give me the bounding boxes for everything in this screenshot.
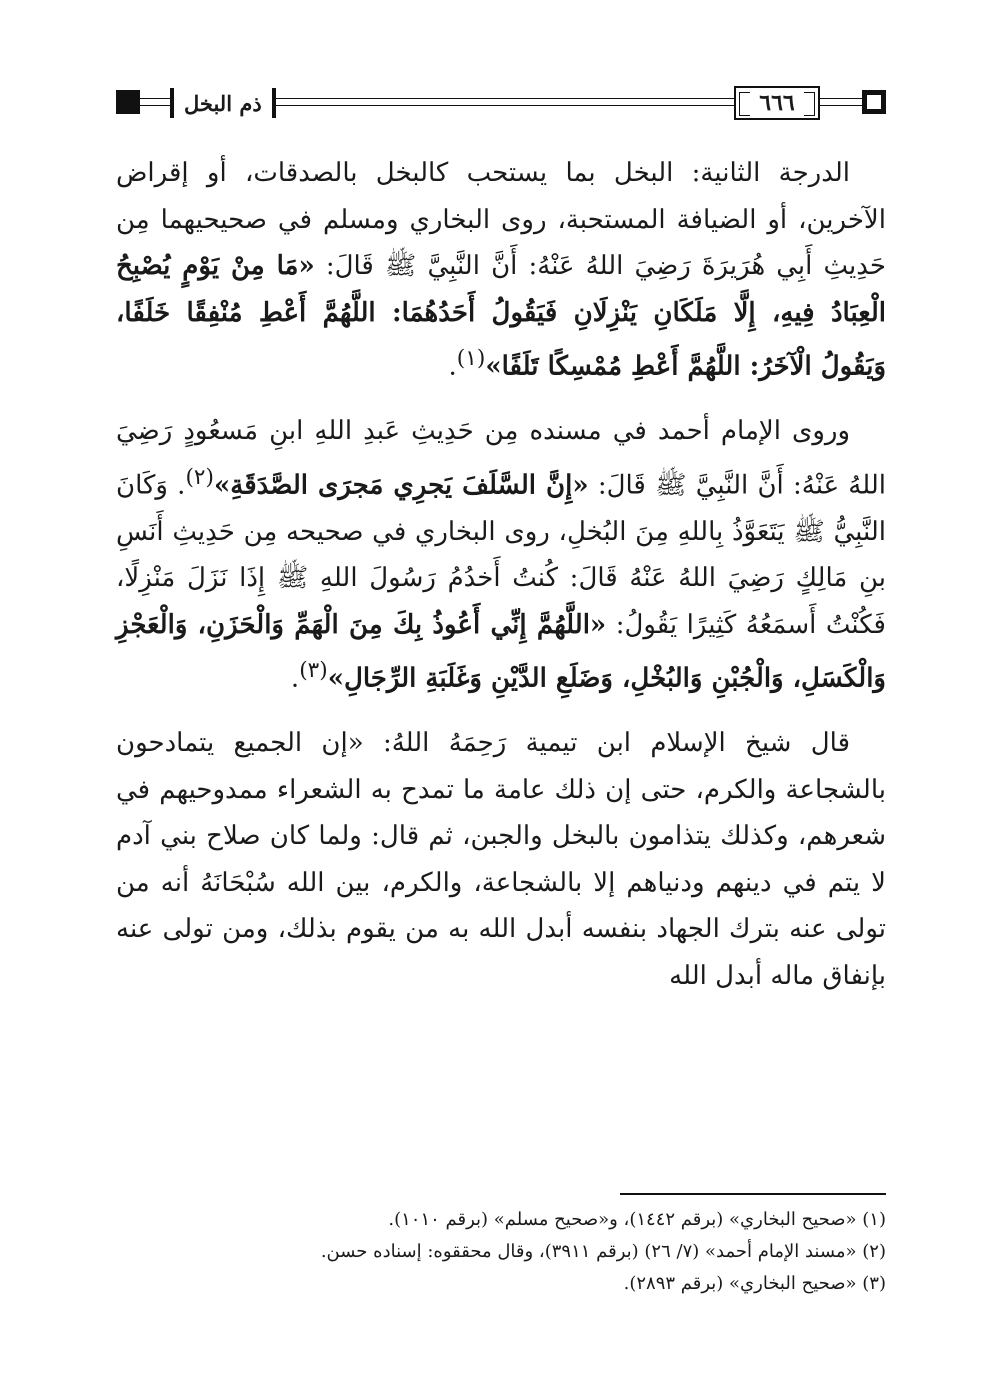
footnotes: [116, 1204, 886, 1300]
footnote-ref-3: (٣): [299, 658, 328, 684]
paragraph-3: قال شيخ الإسلام ابن تيمية رَحِمَهُ اللهُ: «إن الجميع يتمادحون بالشجاعة والكرم، حتى إن ذلك عامة ما تمدح به الشعراء ممدوحيهم في شعرهم، وكذلك يتذامون بالبخل والجبن، ثم قال: ولما كان صلاح بني آدم لا يتم في دينهم ودنياهم إلا بالشجاعة، والكرم، بين الله سُبْحَانَهُ أنه من تولى عنه بترك الجهاد بنفسه أبدل الله به من يقوم بذلك، ومن تولى عنه بإنفاق ماله أبدل الله: [116, 728, 886, 991]
page-header: [116, 86, 886, 126]
footnote-separator: [620, 1193, 886, 1195]
footnote-1: (١) «صحيح البخاري» (برقم ١٤٤٢)، و«صحيح مسلم» (برقم ١٠١٠).: [388, 1209, 886, 1230]
p2-hadith-2: «اللَّهُمَّ إِنِّي أَعُوذُ بِكَ مِنَ الْهَمِّ وَالْحَزَنِ، وَالْعَجْزِ وَالْكَسَلِ، وَالْجُبْنِ وَالبُخْلِ، وَضَلَعِ الدَّيْنِ وَغَلَبَةِ الرِّجَالِ»: [116, 609, 886, 694]
paragraph-1: الدرجة الثانية: البخل بما يستحب كالبخل بالصدقات، أو إقراض الآخرين، أو الضيافة المستحبة، روى البخاري ومسلم في صحيحيهما مِن حَدِيثِ أَبِي هُرَيرَةَ رَضِيَ اللهُ عَنْهُ: أَنَّ النَّبِيَّ ﷺ قَالَ: «مَا مِنْ يَوْمٍ يُصْبِحُ الْعِبَادُ فِيهِ، إِلَّا مَلَكَانِ يَنْزِلَانِ فَيَقُولُ أَحَدُهُمَا: اللَّهُمَّ أَعْطِ مُنْفِقًا خَلَفًا، وَيَقُولُ الْآخَرُ: اللَّهُمَّ أَعْطِ مُمْسِكًا تَلَفًا»$^{(١)}$.: [116, 158, 886, 382]
footnote-ref-1: (١): [456, 346, 486, 371]
p2-text-a: وروى الإمام أحمد في مسنده مِن حَدِيثِ عَبدِ اللهِ ابنِ مَسعُودٍ رَضِيَ اللهُ عَنْهُ: أَنَّ النَّبِيَّ ﷺ قَالَ:: [116, 416, 887, 501]
footnote-2: (٢) «مسند الإمام أحمد» (٧/ ٢٦) (برقم ٣٩١١)، وقال محققوه: إسناده حسن.: [320, 1241, 886, 1262]
page-number: ٦٦٦: [734, 86, 820, 120]
p1-text: الدرجة الثانية: البخل بما يستحب كالبخل بالصدقات، أو إقراض الآخرين، أو الضيافة المستحبة، روى البخاري ومسلم في صحيحيهما مِن حَدِيثِ أَبِي هُرَيرَةَ رَضِيَ اللهُ عَنْهُ: أَنَّ النَّبِيَّ ﷺ قَالَ:: [116, 158, 886, 281]
main-text: [116, 150, 886, 1017]
header-ornament-right: [862, 90, 886, 114]
chapter-title: ذم البخل: [170, 88, 276, 118]
paragraph-2: وروى الإمام أحمد في مسنده مِن حَدِيثِ عَبدِ اللهِ ابنِ مَسعُودٍ رَضِيَ اللهُ عَنْهُ: أَنَّ النَّبِيَّ ﷺ قَالَ: «إِنَّ السَّلَفَ يَجرِي مَجرَى الصَّدَقَةِ»$^{(٢)}$. وَكَانَ النَّبِيُّ ﷺ يَتَعَوَّذُ بِاللهِ مِنَ البُخلِ، روى البخاري في صحيحه مِن حَدِيثِ أَنَسِ بنِ مَالِكٍ رَضِيَ اللهُ عَنْهُ قَالَ: كُنتُ أَخدُمُ رَسُولَ اللهِ ﷺ إِذَا نَزَلَ مَنْزِلًا، فَكُنْتُ أَسمَعُهُ كَثِيرًا يَقُولُ: «اللَّهُمَّ إِنِّي أَعُوذُ بِكَ مِنَ الْهَمِّ وَالْحَزَنِ، وَالْعَجْزِ وَالْكَسَلِ، وَالْجُبْنِ وَالبُخْلِ، وَضَلَعِ الدَّيْنِ وَغَلَبَةِ الرِّجَالِ»$^{(٣)}$.: [116, 416, 887, 694]
p2-text-b: . وَكَانَ النَّبِيُّ ﷺ يَتَعَوَّذُ بِاللهِ مِنَ البُخلِ، روى البخاري في صحيحه مِن حَدِيثِ أَنَسِ بنِ مَالِكٍ رَضِيَ اللهُ عَنْهُ قَالَ: كُنتُ أَخدُمُ رَسُولَ اللهِ ﷺ إِذَا نَزَلَ مَنْزِلًا، فَكُنْتُ أَسمَعُهُ كَثِيرًا يَقُولُ:: [116, 470, 886, 640]
header-ornament-left: [116, 90, 140, 114]
footnote-3: (٣) «صحيح البخاري» (برقم ٢٨٩٣).: [623, 1273, 886, 1294]
footnote-ref-2: (٢): [185, 464, 214, 490]
p1-hadith: «مَا مِنْ يَوْمٍ يُصْبِحُ الْعِبَادُ فِيهِ، إِلَّا مَلَكَانِ يَنْزِلَانِ فَيَقُولُ أَحَدُهُمَا: اللَّهُمَّ أَعْطِ مُنْفِقًا خَلَفًا، وَيَقُولُ الْآخَرُ: اللَّهُمَّ أَعْطِ مُمْسِكًا تَلَفًا»: [116, 251, 886, 382]
p2-hadith-1: «إِنَّ السَّلَفَ يَجرِي مَجرَى الصَّدَقَةِ»: [214, 470, 589, 501]
